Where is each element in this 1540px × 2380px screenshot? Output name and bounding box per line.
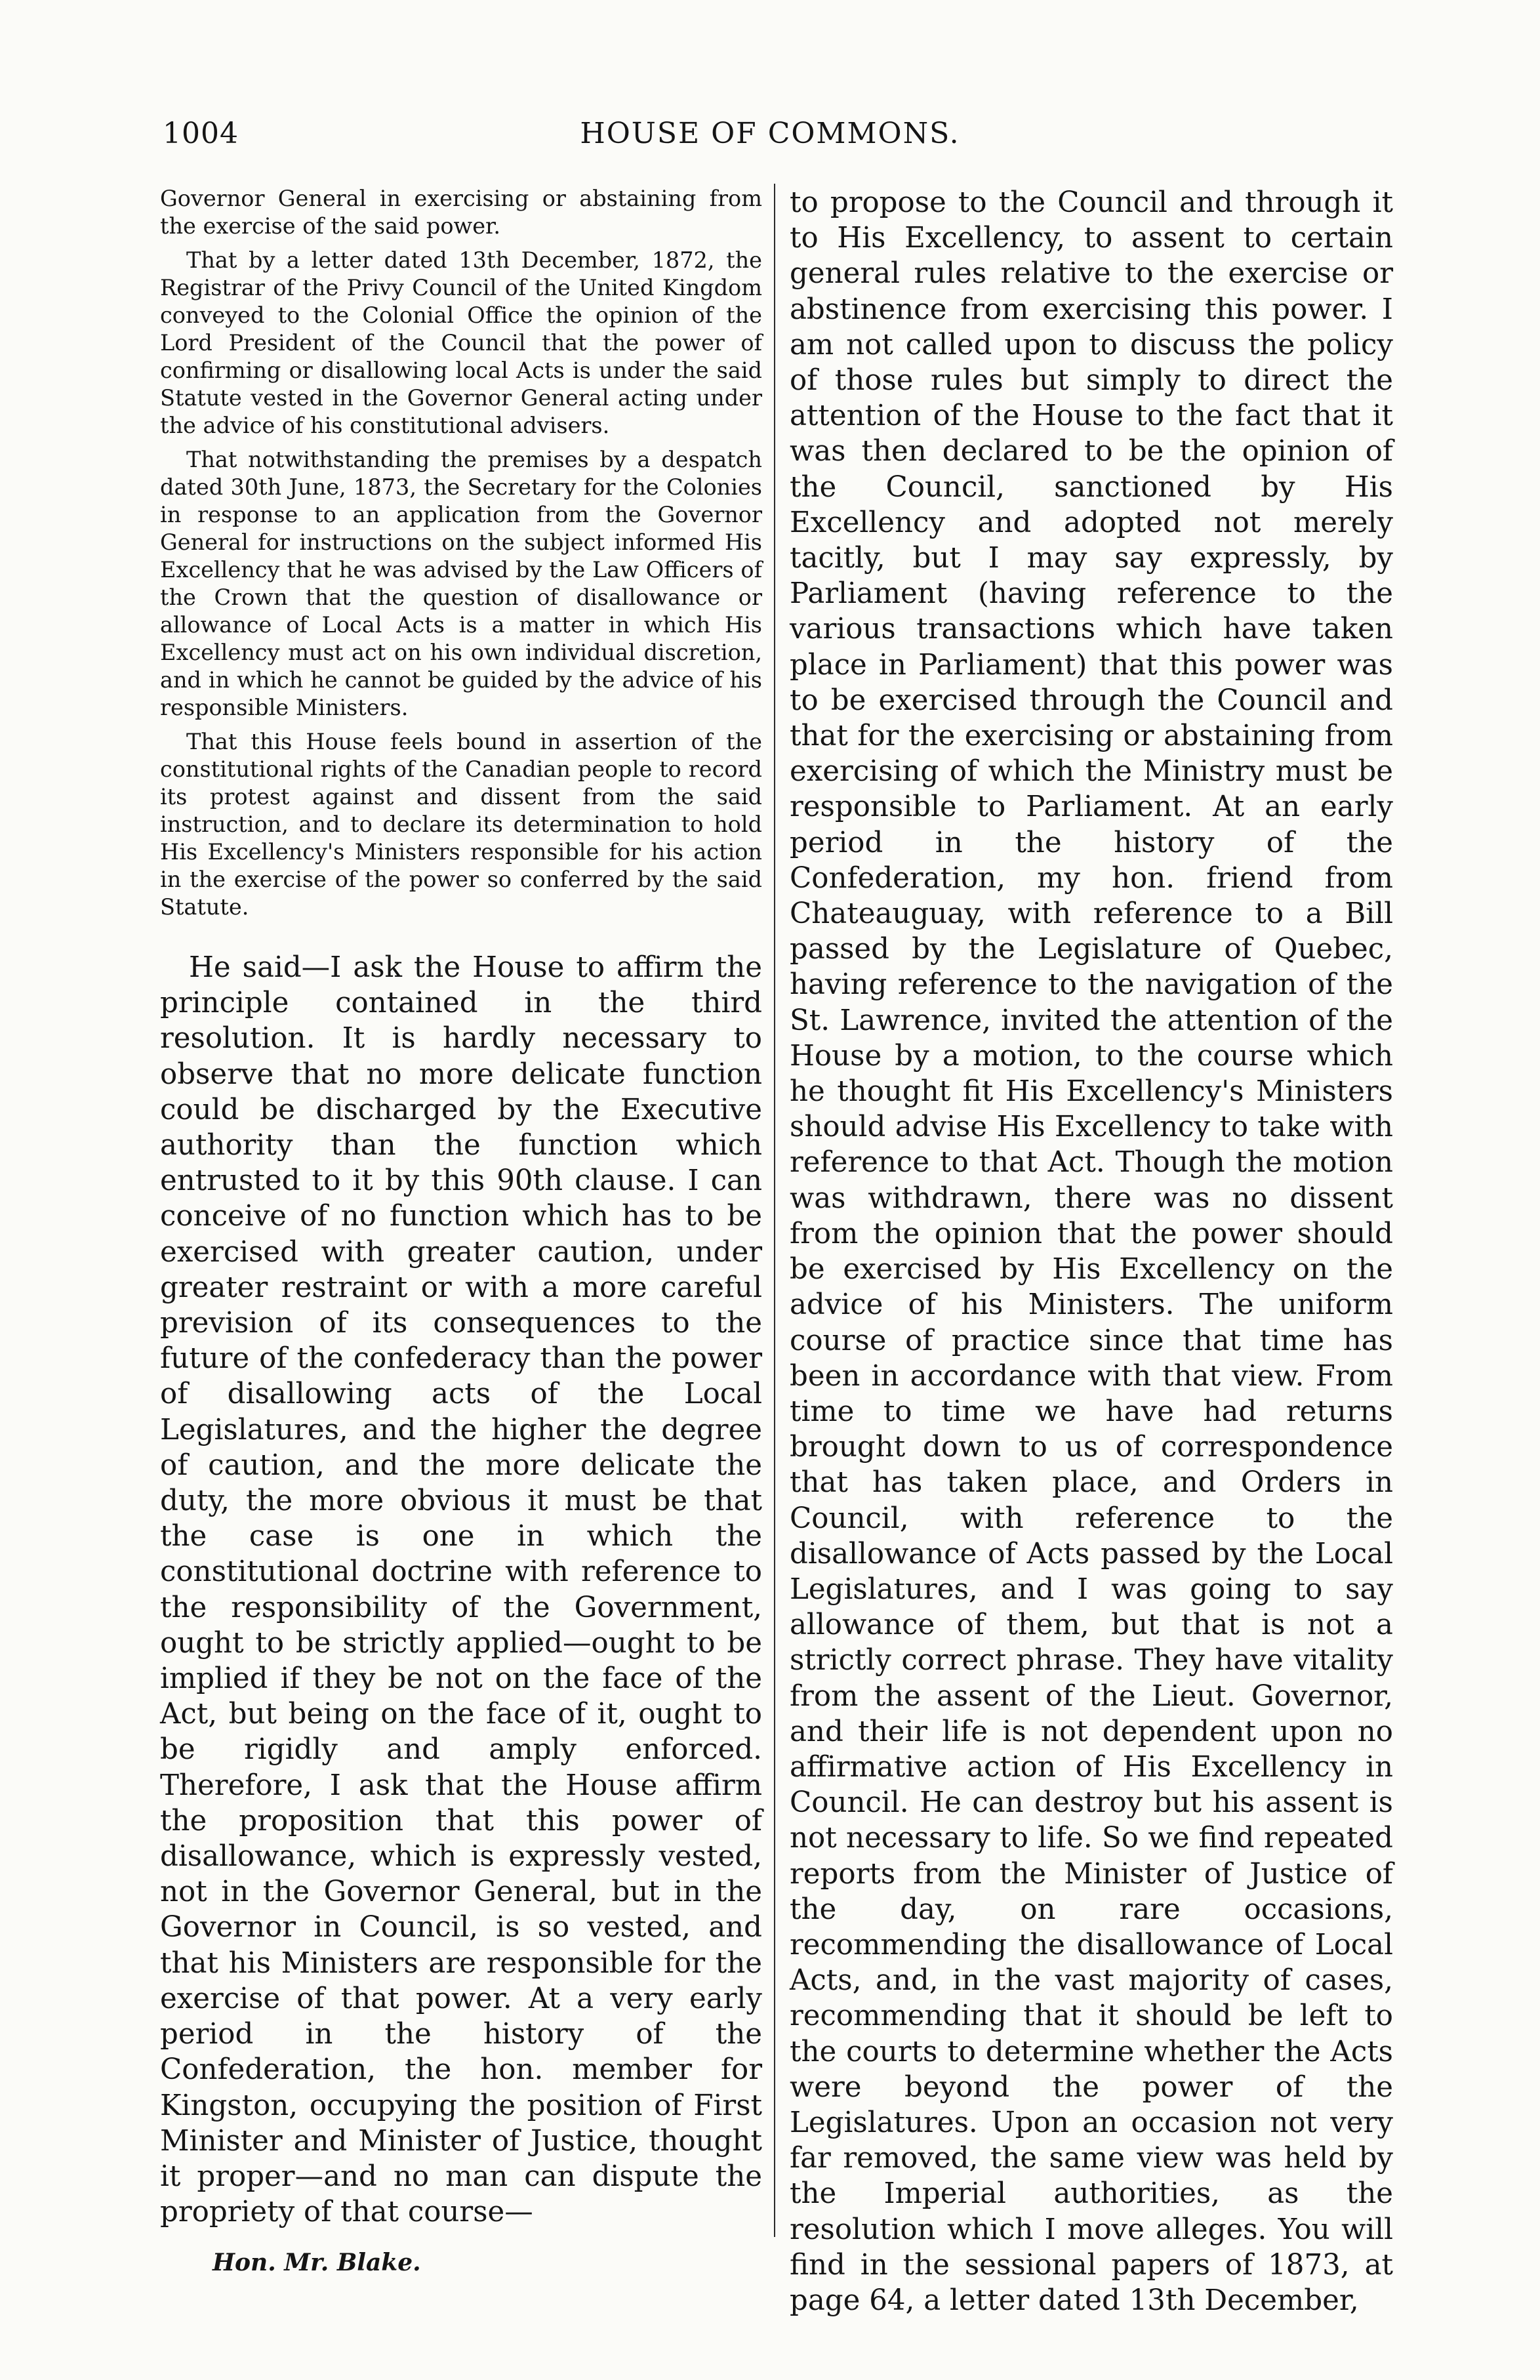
- page-number: 1004: [163, 117, 239, 150]
- speaker-footer: Hon. Mr. Blake.: [213, 2249, 421, 2276]
- resolution-text: [160, 185, 762, 921]
- speech-paragraph: He said—I ask the House to affirm the principle contained in the third resolution. It is hardly necessary to observe that no more delicate function could be discharged by the Executive authority than the function which entrusted to it by this 90th clause. I can conceive of no function which has to be exercised with greater caution, under greater restraint or with a more careful prevision of its consequences to the future of the confederacy than the power of disallowing acts of the Local Legislatures, and the higher the degree of caution, and the more delicate the duty, the more obvious it must be that the case is one in which the constitutional doctrine with reference to the responsibility of the Government, ought to be strictly applied—ought to be implied if they be not on the face of the Act, but being on the face of it, ought to be rigidly and amply enforced. Therefore, I ask that the House affirm the proposition that this power of disallowance, which is expressly vested, not in the Governor General, but in the Governor in Council, is so vested, and that his Ministers are responsible for the exercise of that power. At a very early period in the history of the Confederation, the hon. member for Kingston, occupying the position of First Minister and Minister of Justice, thought it proper—and no man can dispute the propriety of that course—: [160, 951, 762, 2229]
- running-head: HOUSE OF COMMONS.: [580, 117, 960, 150]
- speech-text: [160, 950, 762, 2230]
- resolution-paragraph: That by a letter dated 13th December, 1872, the Registrar of the Privy Council of the United Kingdom conveyed to the Colonial Office the opinion of the Lord President of the Council that the power of confirming or disallowing local Acts is under the said Statute vested in the Governor General acting under the advice of his constitutional advisers.: [160, 247, 762, 438]
- left-column: [160, 185, 762, 2230]
- resolution-paragraph: That notwithstanding the premises by a despatch dated 30th June, 1873, the Secretary for the Colonies in response to an application from the Governor General for instructions on the subject informed His Excellency that he was advised by the Law Officers of the Crown that the question of disallowance or allowance of Local Acts is a matter in which His Excellency must act on his own individual discretion, and in which he cannot be guided by the advice of his responsible Ministers.: [160, 447, 762, 720]
- right-column: [790, 185, 1393, 2318]
- page-header: [0, 117, 1540, 156]
- speech-continuation: to propose to the Council and through it to His Excellency, to assent to certain general rules relative to the exercise or abstinence from exercising this power. I am not called upon to discuss the policy of those rules but simply to direct the attention of the House to the fact that it was then declared to be the opinion of the Council, sanctioned by His Excellency and adopted not merely tacitly, but I may say expressly, by Parliament (having reference to the various transactions which have taken place in Parliament) that this power was to be exercised through the Council and that for the exercising or abstaining from exercising of which the Ministry must be responsible to Parliament. At an early period in the history of the Confederation, my hon. friend from Chateauguay, with reference to a Bill passed by the Legislature of Quebec, having reference to the navigation of the St. Lawrence, invited the attention of the House by a motion, to the course which he thought fit His Excellency's Ministers should advise His Excellency to take with reference to that Act. Though the motion was withdrawn, there was no dissent from the opinion that the power should be exercised by His Excellency on the advice of his Ministers. The uniform course of practice since that time has been in accordance with that view. From time to time we have had returns brought down to us of correspondence that has taken place, and Orders in Council, with reference to the disallowance of Acts passed by the Local Legislatures, and I was going to say allowance of them, but that is not a strictly correct phrase. They have vitality from the assent of the Lieut. Governor, and their life is not dependent upon no affirmative action of His Excellency in Council. He can destroy but his assent is not necessary to life. So we find repeated reports from the Minister of Justice of the day, on rare occasions, recommending the disallowance of Local Acts, and, in the vast majority of cases, recommending that it should be left to the courts to determine whether the Acts were beyond the power of the Legislatures. Upon an occasion not very far removed, the same view was held by the Imperial authorities, as the resolution which I move alleges. You will find in the sessional papers of 1873, at page 64, a letter dated 13th December,: [790, 186, 1393, 2317]
- resolution-paragraph: That this House feels bound in assertion of the constitutional rights of the Canadian people to record its protest against and dissent from the said instruction, and to declare its determination to hold His Excellency's Ministers responsible for his action in the exercise of the power so conferred by the said Statute.: [160, 729, 762, 920]
- column-divider: [774, 184, 775, 2237]
- resolution-paragraph: Governor General in exercising or abstaining from the exercise of the said power.: [160, 186, 762, 239]
